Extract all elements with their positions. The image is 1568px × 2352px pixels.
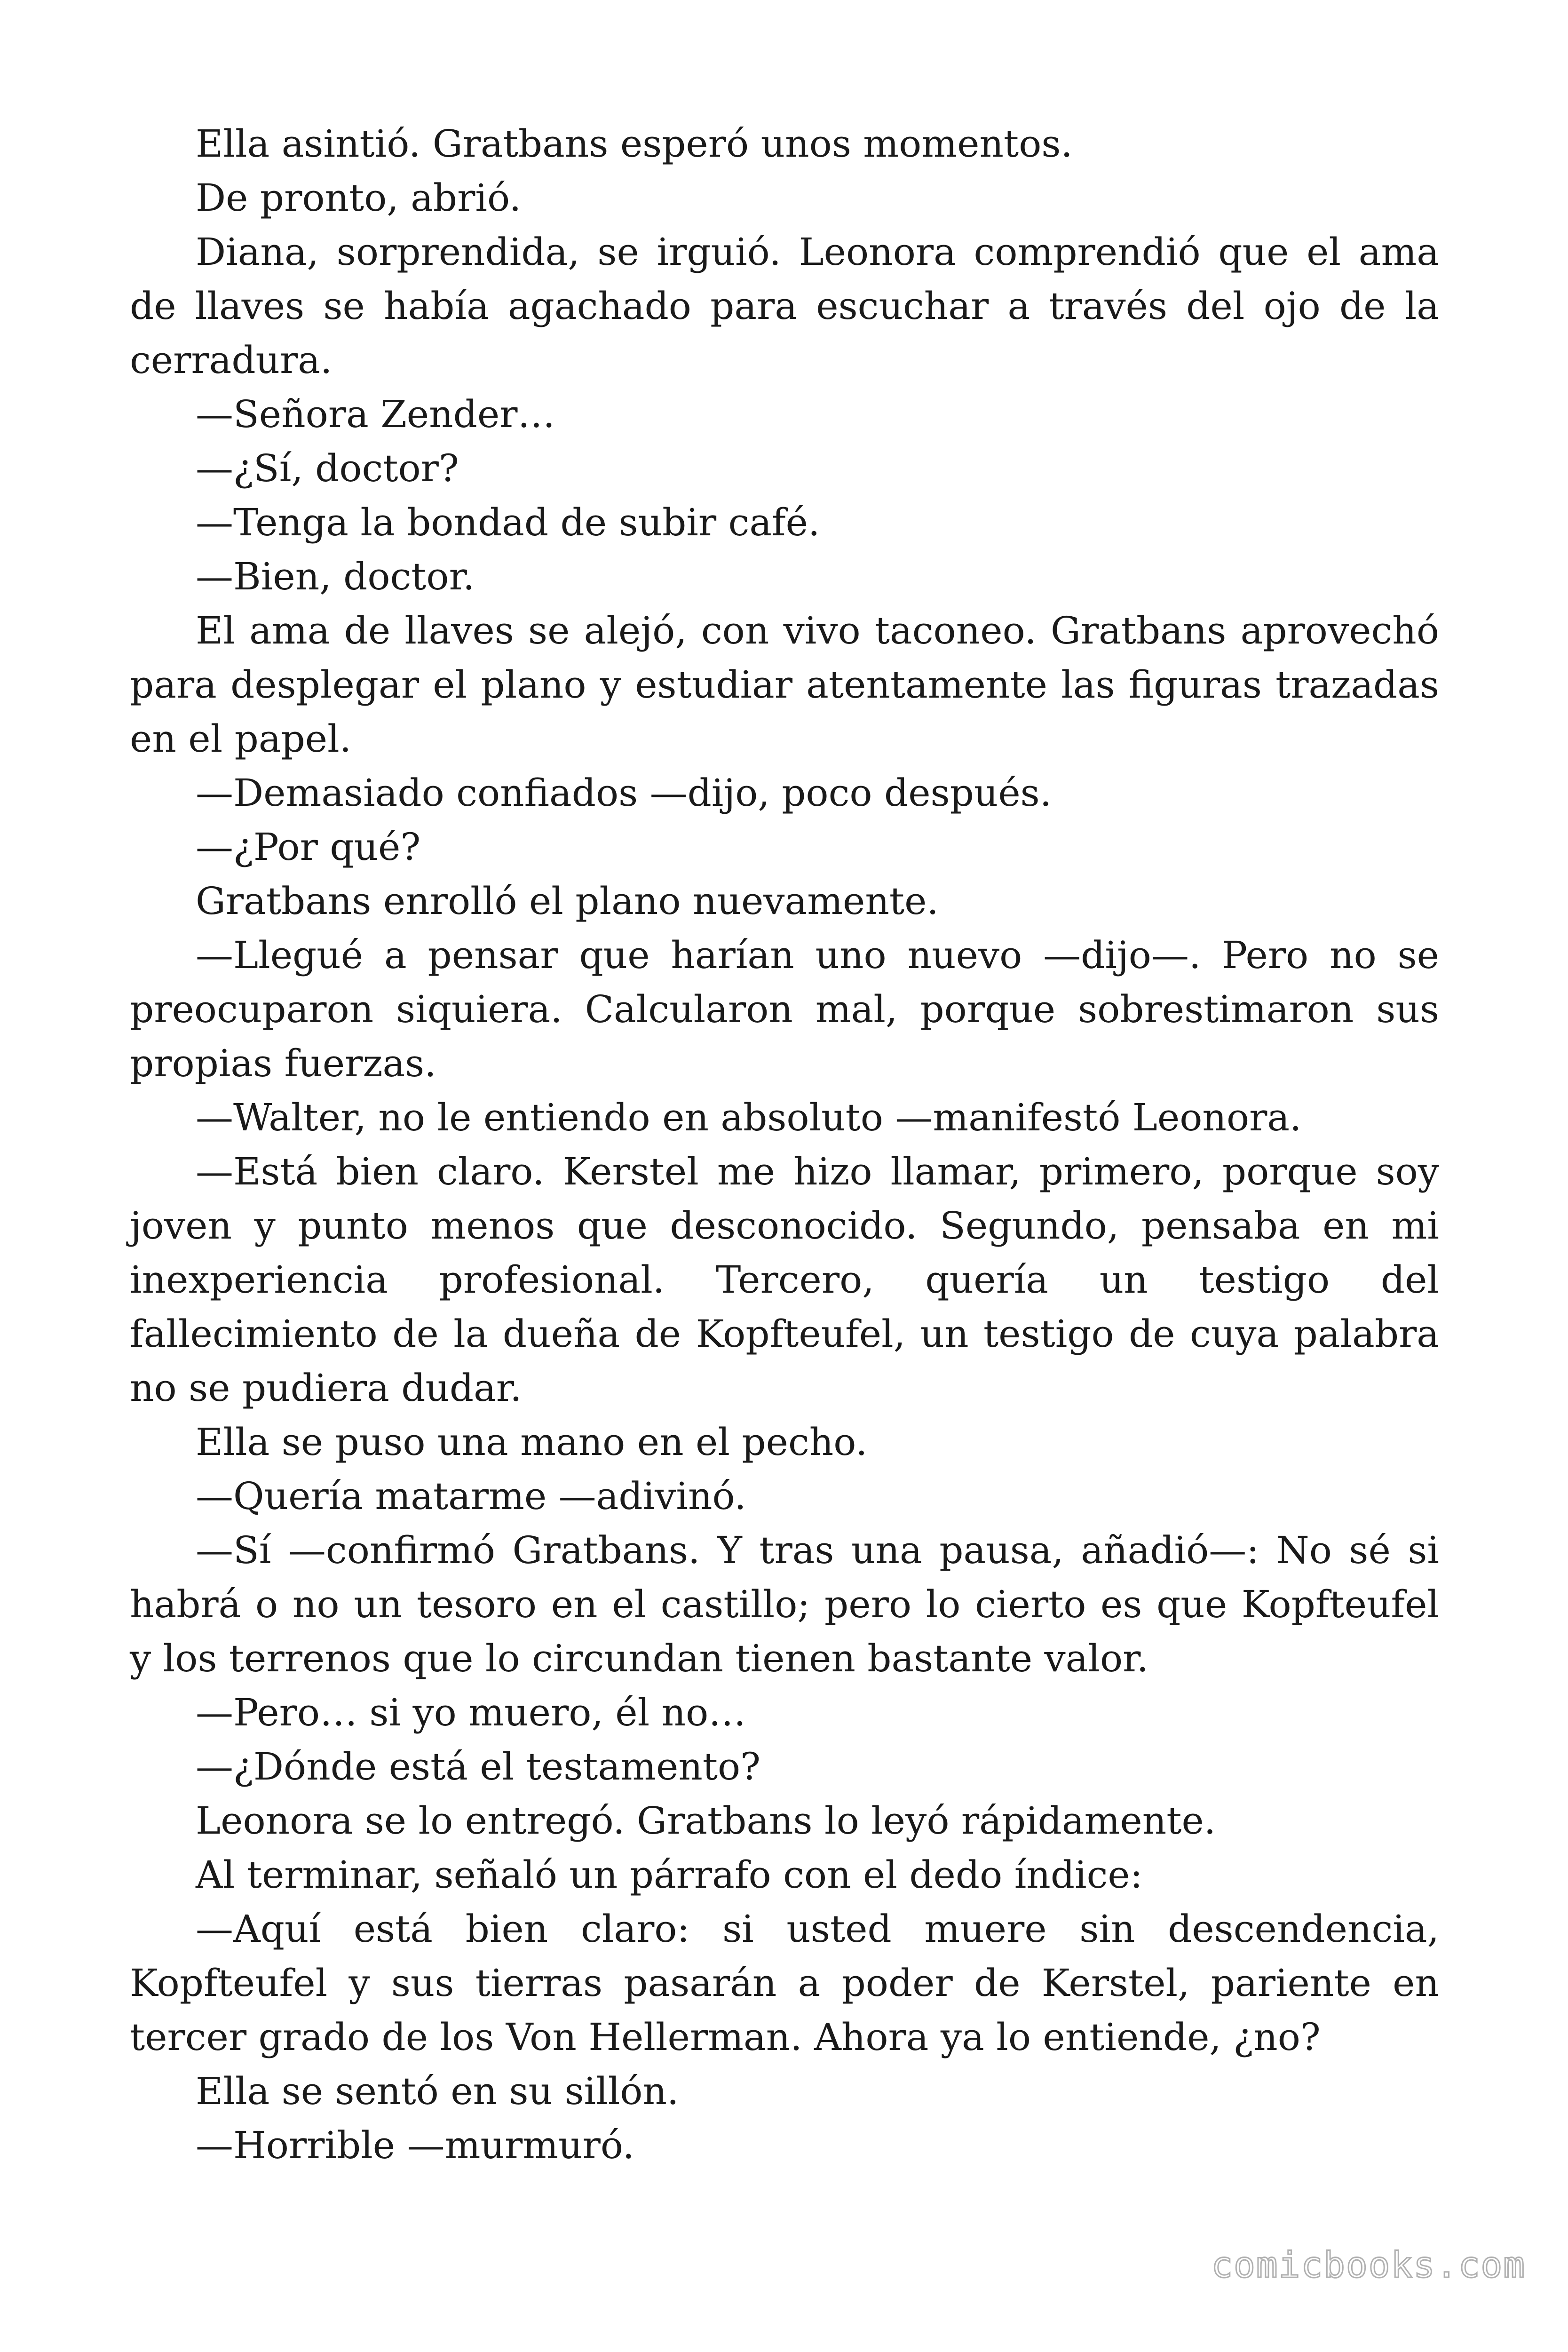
paragraph: Gratbans enrolló el plano nuevamente. (196, 879, 939, 923)
paragraph: El ama de llaves se alejó, con vivo taconeo. Gratbans aprovechó para desplegar el plano y estudiar atentamente las figuras trazadas en el papel. (130, 609, 1439, 761)
paragraph: —Tenga la bondad de subir café. (196, 501, 820, 544)
paragraph: —Horrible —murmuró. (196, 2123, 635, 2167)
paragraph: Al terminar, señaló un párrafo con el dedo índice: (196, 1853, 1143, 1897)
paragraph: Leonora se lo entregó. Gratbans lo leyó rápidamente. (196, 1799, 1216, 1843)
paragraph: —Aquí está bien claro: si usted muere sin descendencia, Kopfteufel y sus tierras pasarán a poder de Kerstel, pariente en tercer grado de los Von Hellerman. Ahora ya lo entiende, ¿no? (130, 1907, 1439, 2059)
paragraph: —Quería matarme —adivinó. (196, 1474, 746, 1518)
paragraph: Diana, sorprendida, se irguió. Leonora comprendió que el ama de llaves se había agachado para escuchar a través del ojo de la cerradura. (130, 230, 1439, 382)
paragraph: —Señora Zender… (196, 392, 555, 436)
paragraph: —Pero… si yo muero, él no… (196, 1691, 746, 1734)
paragraph: Ella se puso una mano en el pecho. (196, 1420, 868, 1464)
paragraph: —¿Por qué? (196, 825, 421, 869)
paragraph: —Bien, doctor. (196, 555, 475, 598)
paragraph: Ella se sentó en su sillón. (196, 2069, 679, 2113)
paragraph: —Llegué a pensar que harían uno nuevo —dijo—. Pero no se preocuparon siquiera. Calcularon mal, porque sobrestimaron sus propias fuerzas. (130, 933, 1439, 1085)
body-text (130, 117, 1439, 2172)
paragraph: —Demasiado confiados —dijo, poco después. (196, 771, 1052, 815)
paragraph: —Walter, no le entiendo en absoluto —manifestó Leonora. (196, 1096, 1302, 1139)
site-watermark: comicbooks.com (1211, 2244, 1526, 2286)
paragraph: —¿Sí, doctor? (196, 446, 459, 490)
paragraph: De pronto, abrió. (196, 176, 522, 220)
paragraph: —Está bien claro. Kerstel me hizo llamar, primero, porque soy joven y punto menos que desconocido. Segundo, pensaba en mi inexperiencia profesional. Tercero, quería un testigo del fallecimiento de la dueña de Kopfteufel, un testigo de cuya palabra no se pudiera dudar. (130, 1150, 1439, 1410)
paragraph: Ella asintió. Gratbans esperó unos momentos. (196, 122, 1073, 166)
paragraph: —Sí —confirmó Gratbans. Y tras una pausa, añadió—: No sé si habrá o no un tesoro en el castillo; pero lo cierto es que Kopfteufel y los terrenos que lo circundan tienen bastante valor. (130, 1528, 1439, 1680)
paragraph: —¿Dónde está el testamento? (196, 1745, 761, 1788)
